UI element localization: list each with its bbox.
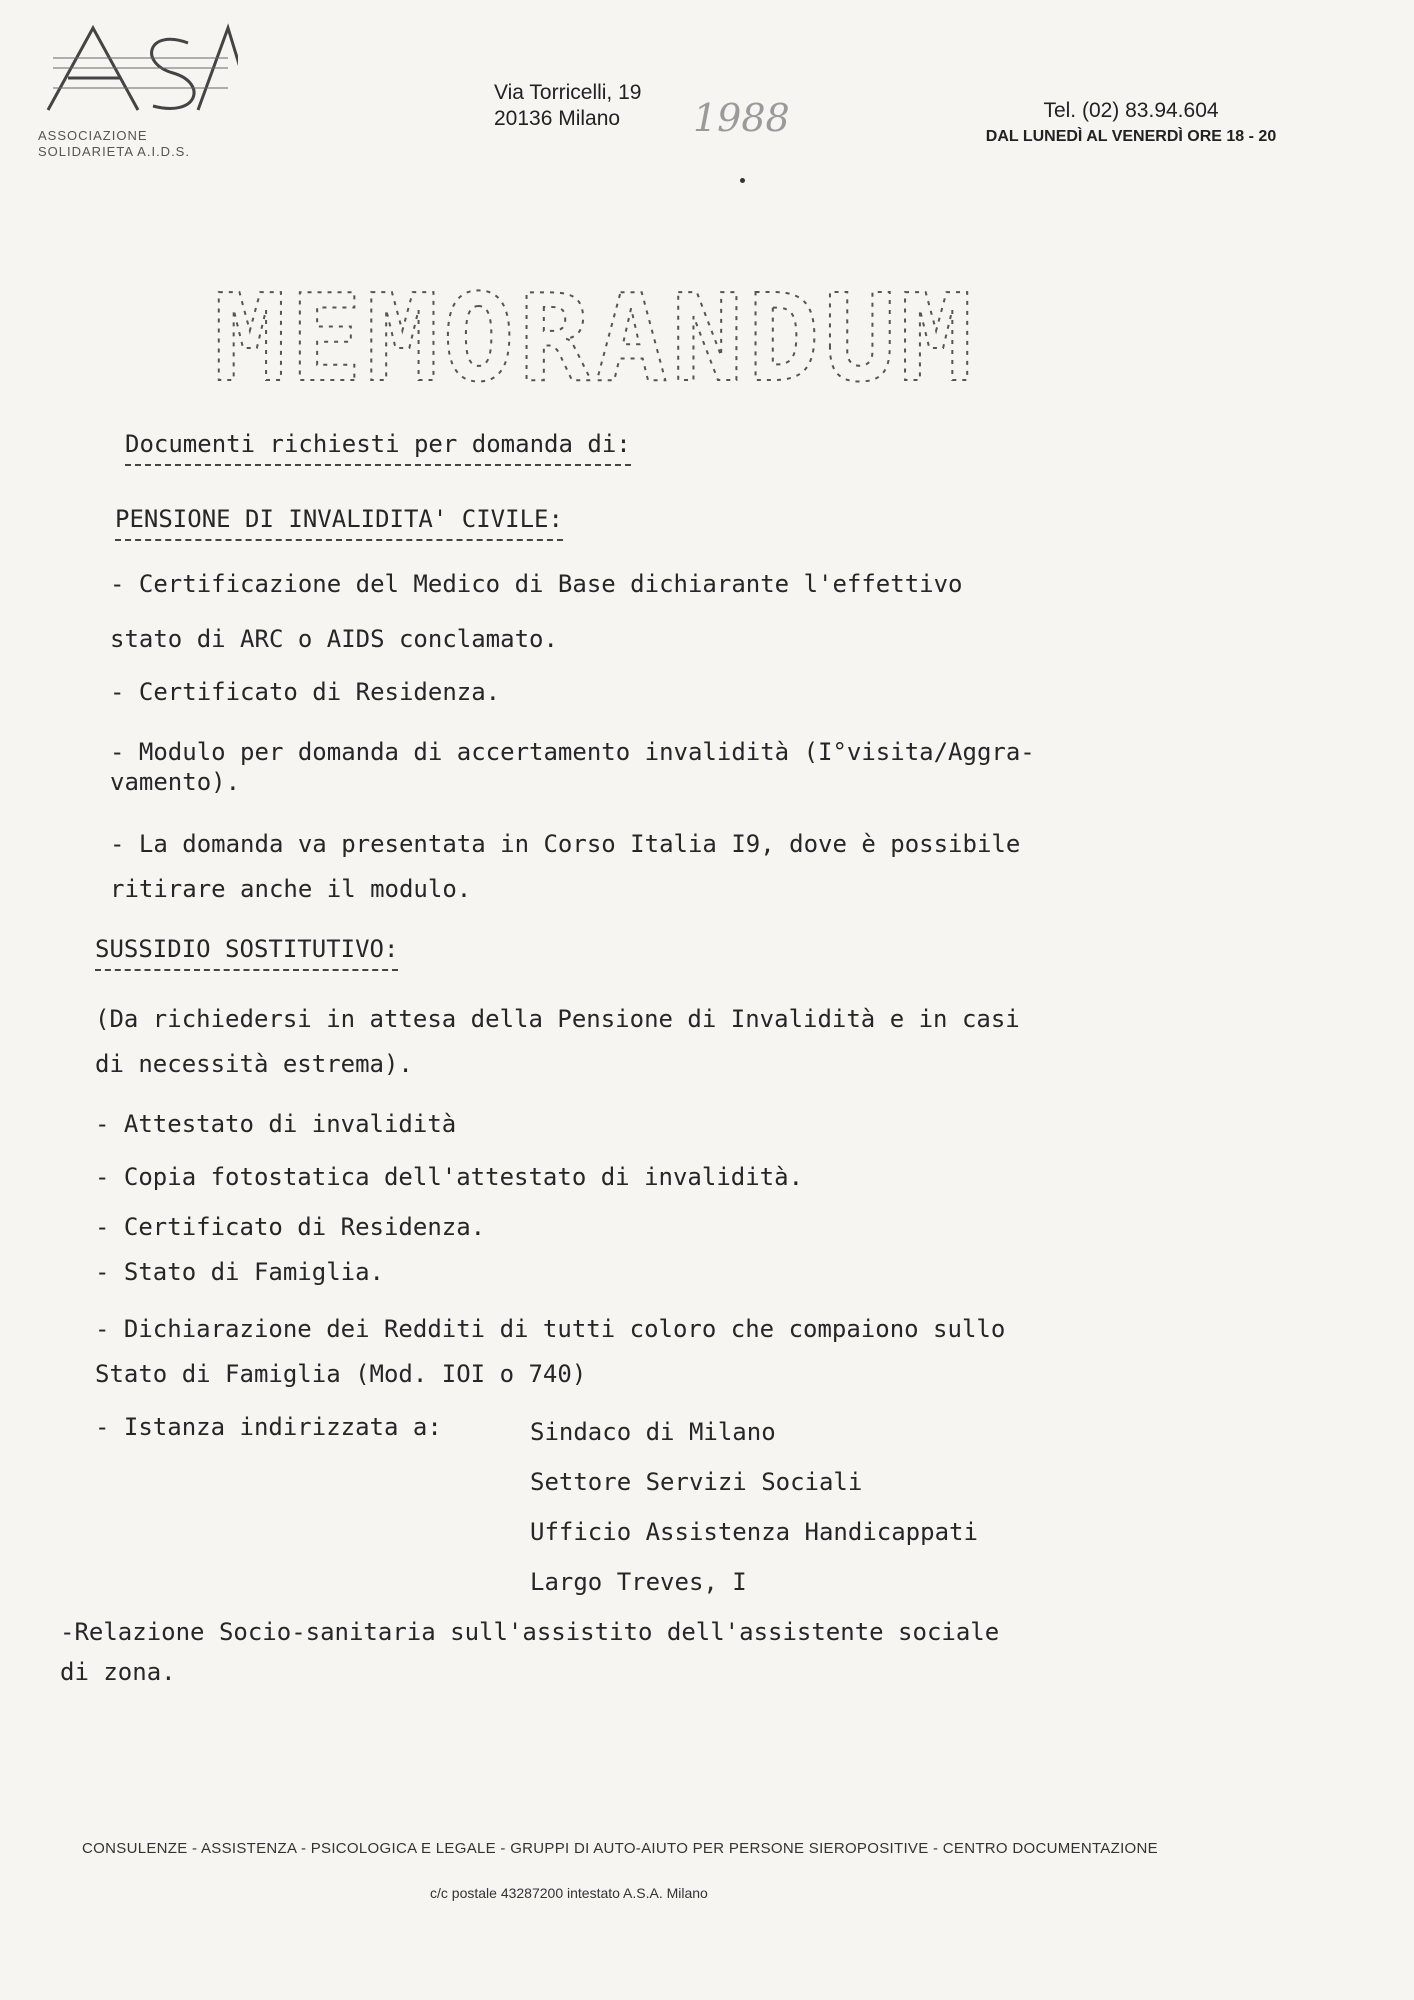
section2-heading-text: SUSSIDIO SOSTITUTIVO: [95,935,398,971]
logo-subtitle [38,128,238,160]
s1-line-3: - Certificato di Residenza. [110,678,501,706]
s1-line-4: - Modulo per domanda di accertamento invalidità (I°visita/Aggra- [110,738,1035,766]
s1-line-7: ritirare anche il modulo. [110,875,472,903]
address-street: Via Torricelli, 19 [494,81,642,104]
ink-speck [740,178,745,183]
address-city: 20136 Milano [494,107,621,130]
handwritten-year: 1988 [693,96,790,140]
banner-text: MEMORANDUM [213,280,977,409]
s2-line-5: - Certificato di Residenza. [95,1213,486,1241]
s1-line-5: vamento). [110,768,241,796]
intro-line [125,430,631,458]
s1-line-6: - La domanda va presentata in Corso Italia I9, dove è possibile [110,830,1021,858]
office-hours: DAL LUNEDÌ AL VENERDÌ ORE 18 - 20 [985,128,1277,145]
section1-heading [115,505,563,533]
relazione-line-1: -Relazione Socio-sanitaria sull'assistito dell'assistente sociale [60,1618,1000,1646]
s1-line-1: - Certificazione del Medico di Base dichiarante l'effettivo [110,570,963,598]
s2-line-8: Stato di Famiglia (Mod. IOI o 740) [95,1360,587,1388]
s2-line-3: - Attestato di invalidità [95,1110,457,1138]
logo-subtitle-line2: SOLIDARIETA A.I.D.S. [38,144,190,159]
s2-line-1: (Da richiedersi in attesa della Pensione di Invalidità e in casi [95,1005,1020,1033]
contact-block [956,98,1306,150]
s1-line-2: stato di ARC o AIDS conclamato. [110,625,558,653]
address-block [494,80,641,132]
istanza-label: - Istanza indirizzata a: [95,1413,442,1441]
s2-line-2: di necessità estrema). [95,1050,413,1078]
intro-text: Documenti richiesti per domanda di: [125,430,631,466]
section1-heading-text: PENSIONE DI INVALIDITA' CIVILE: [115,505,563,541]
relazione-line-2: di zona. [60,1658,176,1686]
section2-heading [95,935,398,963]
asa-logo [38,18,238,159]
istanza-recipient-4: Largo Treves, I [530,1568,747,1596]
s2-line-4: - Copia fotostatica dell'attestato di invalidità. [95,1163,804,1191]
s2-line-7: - Dichiarazione dei Redditi di tutti coloro che compaiono sullo [95,1315,1006,1343]
s2-line-6: - Stato di Famiglia. [95,1258,384,1286]
footer-services: CONSULENZE - ASSISTENZA - PSICOLOGICA E LEGALE - GRUPPI DI AUTO-AIUTO PER PERSONE SIEROPOSITIVE - CENTRO DOCUMENTAZIONE [82,1840,1158,1857]
istanza-recipient-3: Ufficio Assistenza Handicappati [530,1518,978,1546]
logo-subtitle-line1: ASSOCIAZIONE [38,128,148,143]
istanza-recipient-1: Sindaco di Milano [530,1418,776,1446]
banner-x-lettering [125,280,1065,410]
telephone: Tel. (02) 83.94.604 [1043,99,1219,122]
footer-postal-account: c/c postale 43287200 intestato A.S.A. Milano [430,1885,708,1901]
memorandum-banner [125,280,1065,410]
istanza-recipient-2: Settore Servizi Sociali [530,1468,863,1496]
logo-graphic [38,18,238,123]
